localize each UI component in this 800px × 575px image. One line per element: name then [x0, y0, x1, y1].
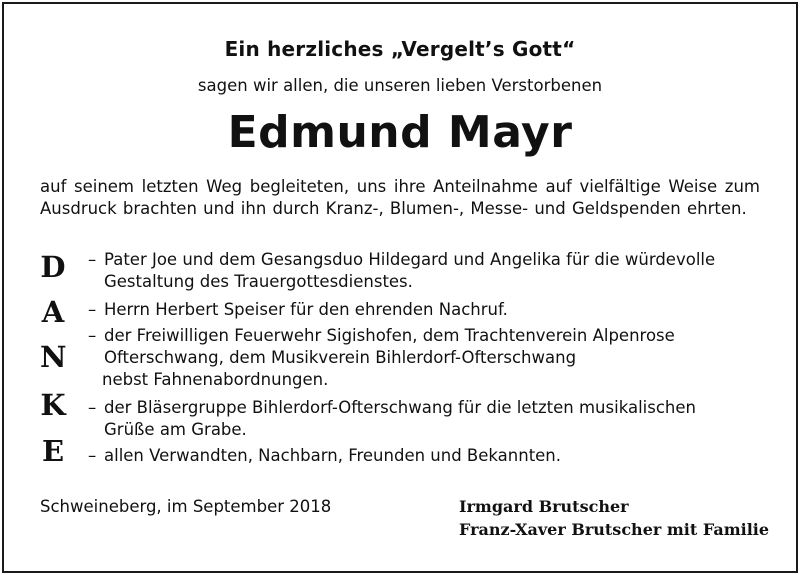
thanks-line: der Freiwilligen Feuerwehr Sigishofen, dem Trachtenverein Alpenrose	[104, 326, 675, 345]
thanks-line: Gestaltung des Trauergottesdienstes.	[104, 272, 413, 291]
intro-paragraph: auf seinem letzten Weg begleiteten, uns ihre Anteilnahme auf vielfältige Weise zum Ausdruck brachten und ihn durch Kranz-, Blumen-, Messe- und Geldspenden ehrten.	[40, 177, 760, 218]
place-date: Schweineberg, im September 2018	[40, 497, 332, 516]
thanks-line: Herrn Herbert Speiser für den ehrenden Nachruf.	[104, 300, 508, 319]
dash: –	[88, 398, 97, 417]
signature-line: Irmgard Brutscher	[459, 497, 629, 516]
thanks-heading: Ein herzliches „Vergelt’s Gott“	[224, 37, 576, 61]
dash: –	[88, 446, 97, 465]
danke-letter-n: N	[40, 340, 67, 374]
danke-letter-a: A	[41, 295, 65, 329]
thanks-line: nebst Fahnenabordnungen.	[102, 370, 329, 389]
dash: –	[88, 300, 97, 319]
danke-letter-d: D	[40, 250, 66, 284]
deceased-name: Edmund Mayr	[227, 107, 573, 158]
dash: –	[88, 326, 97, 345]
thanks-line: allen Verwandten, Nachbarn, Freunden und Bekannten.	[104, 446, 562, 465]
thanks-line: Ofterschwang, dem Musikverein Bihlerdorf-Ofterschwang	[104, 348, 577, 367]
danke-letter-e: E	[41, 434, 65, 468]
thanks-item-blaesergruppe	[88, 397, 778, 441]
thanks-subheading: sagen wir allen, die unseren lieben Verstorbenen	[197, 76, 603, 95]
thanks-line: der Bläsergruppe Bihlerdorf-Ofterschwang für die letzten musikalischen	[104, 398, 696, 417]
thanks-item-verwandte	[88, 445, 778, 467]
thanks-item-pater-joe	[88, 249, 778, 293]
thanks-line: Pater Joe und dem Gesangsduo Hildegard und Angelika für die würdevolle	[104, 250, 716, 269]
signature-line: Franz-Xaver Brutscher mit Familie	[459, 520, 770, 539]
dash: –	[88, 250, 97, 269]
thanks-line: Grüße am Grabe.	[104, 420, 247, 439]
thanks-item-vereine	[88, 325, 778, 391]
danke-letter-k: K	[40, 388, 66, 422]
thanks-item-nachruf	[88, 299, 778, 321]
